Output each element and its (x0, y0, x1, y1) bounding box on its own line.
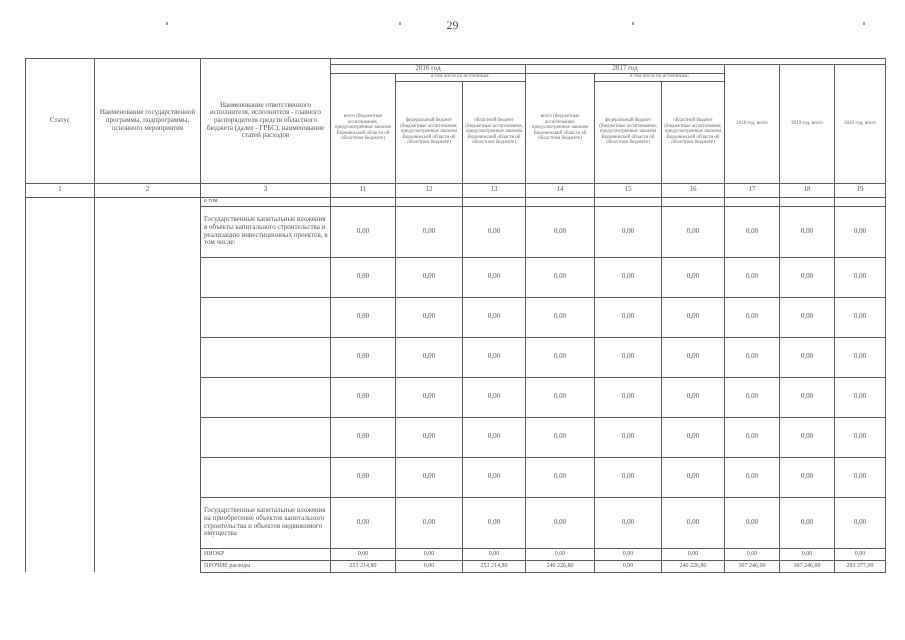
value-cell: 0,00 (331, 257, 396, 297)
value-cell: 0,00 (725, 257, 780, 297)
value-cell: 0,00 (835, 337, 886, 377)
value-cell: 0,00 (662, 206, 725, 257)
header-federal-2017: федеральный бюджет (бюджетные ассигнования, предусмотренные законом Воронежской области об областном бюджете) (595, 81, 662, 183)
value-cell: 0,00 (463, 417, 526, 457)
value-cell: 307 246,00 (725, 560, 780, 572)
header-year-2020-total: 2020 год, всего (835, 65, 886, 184)
value-cell: 0,00 (396, 337, 463, 377)
value-cell: 0,00 (662, 377, 725, 417)
value-cell: 0,00 (396, 560, 463, 572)
value-cell: 0,00 (662, 257, 725, 297)
row-label: НИОКР (201, 548, 331, 560)
header-year-2019-total: 2019 год, всего (780, 65, 835, 184)
value-cell: 0,00 (835, 206, 886, 257)
value-cell: 0,00 (662, 548, 725, 560)
value-cell: 0,00 (835, 548, 886, 560)
value-cell: 0,00 (595, 560, 662, 572)
page-number: 29 (446, 18, 459, 32)
value-cell: 0,00 (662, 497, 725, 548)
scan-mark (632, 22, 634, 25)
value-cell: 0,00 (595, 497, 662, 548)
value-cell: 0,00 (595, 377, 662, 417)
scan-mark (863, 22, 865, 25)
column-number-row (26, 183, 886, 197)
value-cell: 0,00 (463, 377, 526, 417)
value-cell: 0,00 (396, 377, 463, 417)
value-cell: 0,00 (396, 417, 463, 457)
value-cell: 0,00 (331, 457, 396, 497)
value-cell: 0,00 (526, 206, 595, 257)
budget-table (25, 58, 885, 573)
value-cell: 0,00 (463, 297, 526, 337)
header-year-2017: 2017 год (526, 65, 725, 74)
column-number-cell: 12 (396, 183, 463, 197)
value-cell: 0,00 (835, 257, 886, 297)
value-cell: 0,00 (463, 257, 526, 297)
header-federal-2016: федеральный бюджет (бюджетные ассигнования, предусмотренные законом Воронежской области об областном бюджете) (396, 81, 463, 183)
value-cell: 0,00 (780, 497, 835, 548)
column-number-cell: 11 (331, 183, 396, 197)
value-cell: 0,00 (835, 417, 886, 457)
value-cell: 0,00 (780, 417, 835, 457)
value-cell: 0,00 (595, 297, 662, 337)
header-year-2018-total: 2018 год, всего (725, 65, 780, 184)
value-cell: 0,00 (331, 497, 396, 548)
row-label: Государственные капитальные вложения в объекты капитального строительства и реализацию инвестиционных проектов, в том числе: (201, 206, 331, 257)
header-sources-2016: в том числе по источникам: (396, 73, 526, 81)
program-name-cell (95, 197, 201, 572)
value-cell: 0,00 (835, 497, 886, 548)
value-cell: 0,00 (725, 297, 780, 337)
header-program-name: Наименование государственной программы, подпрограммы, основного мероприятия (95, 59, 201, 184)
row-label: ПРОЧИЕ расходы (201, 560, 331, 572)
value-cell: 0,00 (780, 206, 835, 257)
header-regional-2017: областной бюджет (бюджетные ассигнования, предусмотренные законом Воронежской области об областном бюджете) (662, 81, 725, 183)
value-cell: 0,00 (780, 377, 835, 417)
value-cell: 253 214,80 (331, 560, 396, 572)
value-cell: 253 214,80 (463, 560, 526, 572)
status-cell (26, 197, 95, 572)
column-number-cell: 1 (26, 183, 95, 197)
row-label (201, 257, 331, 297)
value-cell: 293 377,09 (835, 560, 886, 572)
value-cell: 0,00 (662, 337, 725, 377)
value-cell: 0,00 (396, 257, 463, 297)
value-cell: 0,00 (725, 206, 780, 257)
value-cell: 0,00 (725, 457, 780, 497)
value-cell: 0,00 (526, 457, 595, 497)
value-cell: 0,00 (463, 548, 526, 560)
value-cell: 0,00 (396, 297, 463, 337)
value-cell: 0,00 (595, 257, 662, 297)
header-status: Статус (26, 59, 95, 184)
value-cell: 0,00 (331, 206, 396, 257)
column-number-cell: 15 (595, 183, 662, 197)
value-cell: 0,00 (526, 417, 595, 457)
value-cell: 0,00 (526, 337, 595, 377)
value-cell: 0,00 (835, 457, 886, 497)
value-cell: 0,00 (595, 417, 662, 457)
value-cell: 0,00 (396, 206, 463, 257)
value-cell: 0,00 (331, 297, 396, 337)
scan-mark (166, 22, 168, 25)
row-label (201, 457, 331, 497)
value-cell: 0,00 (780, 257, 835, 297)
value-cell: 0,00 (780, 457, 835, 497)
scan-mark (399, 22, 401, 25)
value-cell: 307 246,00 (780, 560, 835, 572)
value-cell: 0,00 (331, 417, 396, 457)
column-number-cell: 13 (463, 183, 526, 197)
header-total-2016: всего (бюджетные ассигнования, предусмотренные законом Воронежской области об областном бюджете) (331, 73, 396, 183)
value-cell: 0,00 (396, 497, 463, 548)
value-cell: 0,00 (526, 497, 595, 548)
value-cell: 0,00 (595, 457, 662, 497)
column-number-cell: 16 (662, 183, 725, 197)
header-total-2017: всего (бюджетные ассигнования, предусмотренные законом Воронежской области об областном бюджете) (526, 73, 595, 183)
value-cell: 0,00 (780, 337, 835, 377)
column-number-cell: 18 (780, 183, 835, 197)
value-cell: 240 226,80 (526, 560, 595, 572)
value-cell: 0,00 (595, 206, 662, 257)
header-sources-2017: в том числе по источникам: (595, 73, 725, 81)
value-cell: 0,00 (725, 377, 780, 417)
header-responsible: Наименование ответственного исполнителя, исполнителя - главного распорядителя средств областного бюджета (далее - ГРБС), наименование статей расходов (201, 59, 331, 184)
value-cell: 0,00 (662, 417, 725, 457)
value-cell: 0,00 (463, 206, 526, 257)
column-number-cell: 19 (835, 183, 886, 197)
value-cell: 0,00 (725, 497, 780, 548)
row-label (201, 377, 331, 417)
value-cell: 0,00 (526, 377, 595, 417)
value-cell: 0,00 (595, 548, 662, 560)
value-cell: 0,00 (662, 457, 725, 497)
value-cell: 0,00 (595, 337, 662, 377)
value-cell: 0,00 (662, 297, 725, 337)
continuation-label: в том (201, 197, 331, 206)
column-number-cell: 3 (201, 183, 331, 197)
value-cell: 0,00 (526, 297, 595, 337)
row-label (201, 297, 331, 337)
value-cell: 0,00 (331, 548, 396, 560)
value-cell: 0,00 (835, 377, 886, 417)
column-number-cell: 17 (725, 183, 780, 197)
value-cell: 0,00 (463, 497, 526, 548)
value-cell: 0,00 (396, 548, 463, 560)
value-cell: 0,00 (780, 297, 835, 337)
value-cell: 0,00 (331, 377, 396, 417)
value-cell: 0,00 (526, 257, 595, 297)
column-number-cell: 2 (95, 183, 201, 197)
row-label (201, 417, 331, 457)
row-label (201, 337, 331, 377)
header-regional-2016: областной бюджет (бюджетные ассигнования, предусмотренные законом Воронежской области об областном бюджете) (463, 81, 526, 183)
value-cell: 0,00 (725, 417, 780, 457)
row-label: Государственные капитальные вложения на приобретение объектов капитального строительства и объектов недвижимого имущества (201, 497, 331, 548)
value-cell: 0,00 (526, 548, 595, 560)
value-cell: 0,00 (396, 457, 463, 497)
value-cell: 0,00 (725, 548, 780, 560)
value-cell: 0,00 (835, 297, 886, 337)
value-cell: 0,00 (463, 337, 526, 377)
value-cell: 0,00 (463, 457, 526, 497)
value-cell: 0,00 (725, 337, 780, 377)
value-cell: 240 226,80 (662, 560, 725, 572)
header-year-2016: 2016 год (331, 65, 526, 74)
value-cell: 0,00 (780, 548, 835, 560)
column-number-cell: 14 (526, 183, 595, 197)
value-cell: 0,00 (331, 337, 396, 377)
continuation-row (26, 197, 886, 206)
